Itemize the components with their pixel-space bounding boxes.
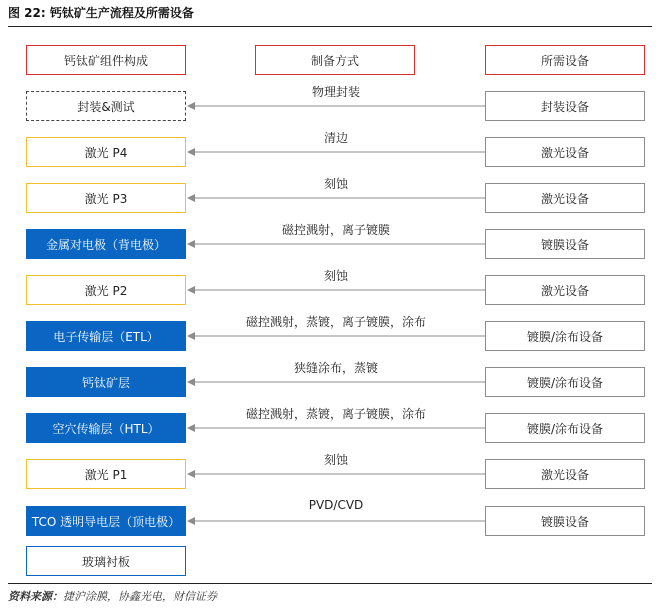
component-box: 激光 P2 xyxy=(26,275,186,305)
component-box: 激光 P1 xyxy=(26,459,186,489)
equipment-box: 激光设备 xyxy=(485,183,645,213)
method-label: 磁控溅射，离子镀膜 xyxy=(281,223,390,237)
header-equipment: 所需设备 xyxy=(485,45,645,75)
component-box: 封装&测试 xyxy=(26,91,186,121)
header-components: 钙钛矿组件构成 xyxy=(26,45,186,75)
figure-title: 图 22: 钙钛矿生产流程及所需设备 xyxy=(8,6,194,20)
equipment-box: 封装设备 xyxy=(485,91,645,121)
source-text: 捷沪涂膜，协鑫光电，财信证券 xyxy=(63,590,217,603)
component-box: 钙钛矿层 xyxy=(26,367,186,397)
method-label: 狭缝涂布，蒸镀 xyxy=(293,361,378,375)
method-label: PVD/CVD xyxy=(308,498,364,512)
source-note xyxy=(8,588,217,604)
component-box: 电子传输层（ETL） xyxy=(26,321,186,351)
component-box: 空穴传输层（HTL） xyxy=(26,413,186,443)
component-box: TCO 透明导电层（顶电极） xyxy=(26,506,186,536)
equipment-box: 镀膜/涂布设备 xyxy=(485,413,645,443)
method-label: 磁控溅射，蒸镀，离子镀膜，涂布 xyxy=(245,315,426,329)
equipment-box: 激光设备 xyxy=(485,137,645,167)
component-box: 激光 P3 xyxy=(26,183,186,213)
equipment-box: 镀膜设备 xyxy=(485,229,645,259)
equipment-box: 镀膜/涂布设备 xyxy=(485,367,645,397)
method-label: 刻蚀 xyxy=(323,269,348,283)
method-label: 磁控溅射，蒸镀，离子镀膜，涂布 xyxy=(245,407,426,421)
method-label: 物理封装 xyxy=(311,85,360,99)
component-box: 激光 P4 xyxy=(26,137,186,167)
component-glass-substrate: 玻璃衬板 xyxy=(26,546,186,576)
equipment-box: 镀膜设备 xyxy=(485,506,645,536)
equipment-box: 激光设备 xyxy=(485,459,645,489)
component-box: 金属对电极（背电极） xyxy=(26,229,186,259)
equipment-box: 镀膜/涂布设备 xyxy=(485,321,645,351)
method-label: 刻蚀 xyxy=(323,177,348,191)
method-label: 清边 xyxy=(323,131,348,145)
source-label: 资料来源： xyxy=(8,590,63,603)
footer-divider xyxy=(8,583,652,584)
method-label: 刻蚀 xyxy=(323,453,348,467)
header-method: 制备方式 xyxy=(255,45,415,75)
equipment-box: 激光设备 xyxy=(485,275,645,305)
